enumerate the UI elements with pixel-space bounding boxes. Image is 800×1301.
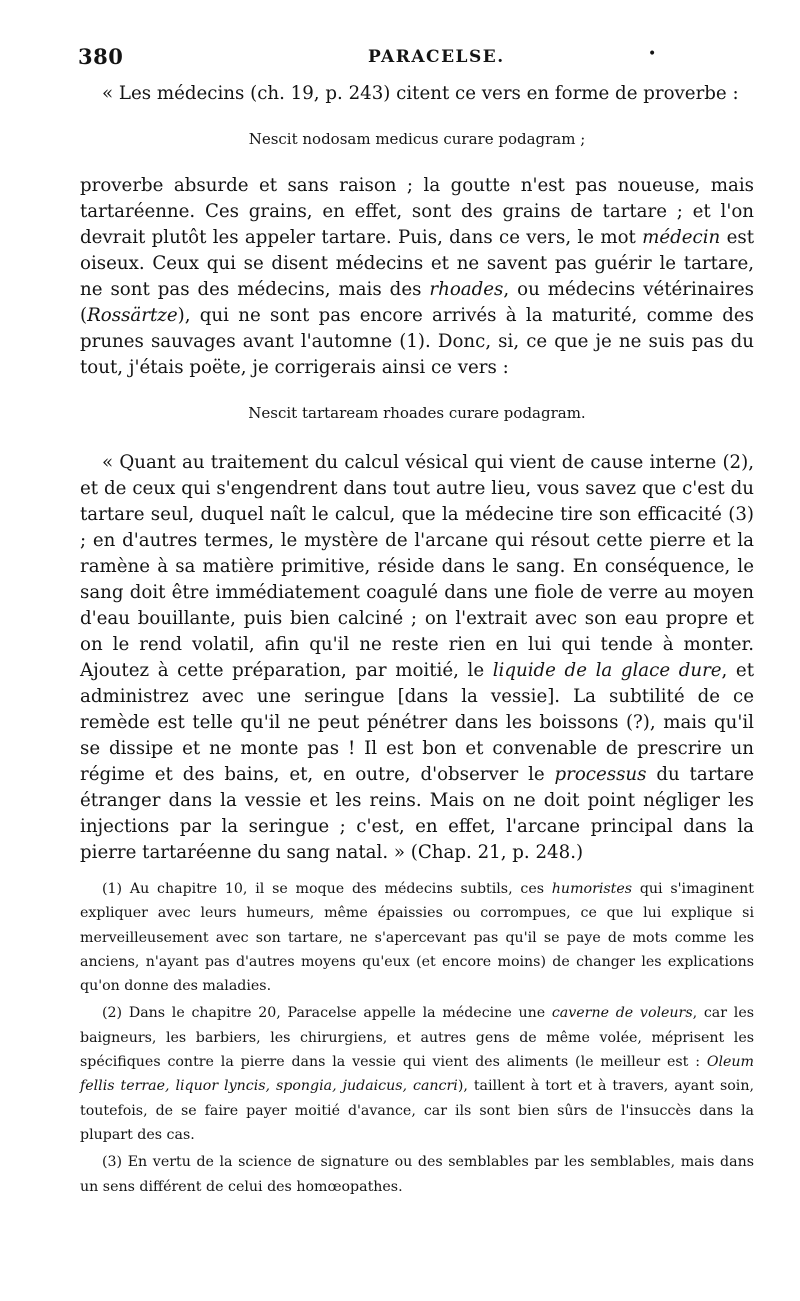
- paragraph-calcul-vesical: [80, 450, 754, 866]
- text-run: , et administrez avec une seringue [dans la vessie]. La subtilité de ce remède est telle qu'il ne peut pénétrer dans les boissons (?), mais qu'il se dissipe et ne monte pas ! Il est bon et convenable de prescrire un régime et des bains, et, en outre, d'observer le: [80, 660, 755, 785]
- italic-term: processus: [554, 764, 647, 785]
- italic-term: humoristes: [551, 881, 633, 897]
- text-run: (1) Au chapitre 10, il se moque des médecins subtils, ces: [102, 881, 552, 897]
- footnote-3: (3) En vertu de la science de signature ou des semblables par les semblables, mais dans un sens différent de celui des homœopathes.: [80, 1154, 754, 1195]
- footnote-1: [80, 877, 754, 998]
- text-run: du tartare étranger dans la vessie et les reins. Mais on ne doit point négliger les injections par la seringue ; c'est, en effet, l'arcane principal dans la pierre tartaréenne du sang natal. » (Chap. 21, p. 248.): [80, 764, 755, 863]
- text-run: ), qui ne sont pas encore arrivés à la maturité, comme des prunes sauvages avant l'automne (1). Donc, si, ce que je ne suis pas du tout, j'étais poëte, je corrigerais ainsi ce vers :: [80, 305, 754, 378]
- text-run: « Quant au traitement du calcul vésical qui vient de cause interne (2), et de ceux qui s'engendrent dans tout autre lieu, vous savez que c'est du tartare seul, duquel naît le calcul, que la médecine tire son efficacité (3) ; en d'autres termes, le mystère de l'arcane qui résout cette pierre et la ramène à sa matière primitive, réside dans le sang. En conséquence, le sang doit être immédiatement coagulé dans une fiole de verre au moyen d'eau bouillante, puis bien calciné ; on l'extrait avec son eau propre et on le rend volatil, afin qu'il ne reste rien en lui qui tende à monter. Ajoutez à cette préparation, par moitié, le: [80, 452, 754, 681]
- text-run: , ou médecins vétérinaires (: [80, 279, 754, 326]
- quote-intro-paragraph: « Les médecins (ch. 19, p. 243) citent ce vers en forme de proverbe :: [102, 83, 739, 104]
- latin-verse-1: Nescit nodosam medicus curare podagram ;: [248, 130, 586, 148]
- italic-term: médecin: [642, 227, 721, 248]
- italic-term: liquide de la glace dure: [492, 660, 722, 681]
- text-run: proverbe absurde et sans raison ; la goutte n'est pas noueuse, mais tartaréenne. Ces grains, en effet, sont des grains de tartare ; et l'on devrait plutôt les appeler tartare. Puis, dans ce vers, le mot: [80, 175, 754, 248]
- italic-term: Oleum fellis terrae, liquor lyncis, spongia, judaicus, cancri: [80, 1054, 754, 1095]
- footnotes: [80, 877, 754, 1202]
- italic-term: rhoades: [429, 279, 504, 300]
- text-run: est oiseux. Ceux qui se disent médecins et ne savent pas guérir le tartare, ne sont pas des médecins, mais des: [80, 227, 754, 300]
- italic-term: Rossärtze: [87, 305, 178, 326]
- text-run: (2) Dans le chapitre 20, Paracelse appelle la médecine une: [102, 1005, 552, 1022]
- text-run: , car les baigneurs, les barbiers, les chirurgiens, et autres gens de même volée, méprisent les spécifiques contre la pierre dans la vessie qui vient des aliments (le meilleur est :: [80, 1005, 754, 1071]
- header-mark: •: [648, 46, 657, 62]
- running-title: PARACELSE.: [368, 47, 505, 67]
- latin-verse-2: Nescit tartaream rhoades curare podagram.: [248, 404, 586, 422]
- page-number: 380: [78, 44, 124, 69]
- running-header: [78, 44, 718, 74]
- text-run: ), taillent à tort et à travers, ayant soin, toutefois, de se faire payer moitié d'avance, car ils sont bien sûrs de l'insuccès dans la plupart des cas.: [80, 1078, 754, 1143]
- text-run: qui s'imaginent expliquer avec leurs humeurs, même épaissies ou corrompues, ce que lui explique si merveilleusement avec son tartare, ne s'apercevant pas qu'il se paye de mots comme les anciens, n'ayant pas d'autres moyens qu'eux (et encore moins) de changer les explications qu'on donne des maladies.: [80, 881, 755, 995]
- italic-term: caverne de voleurs: [551, 1005, 693, 1022]
- paragraph-proverbe: [80, 173, 754, 381]
- footnote-2: [80, 1001, 754, 1147]
